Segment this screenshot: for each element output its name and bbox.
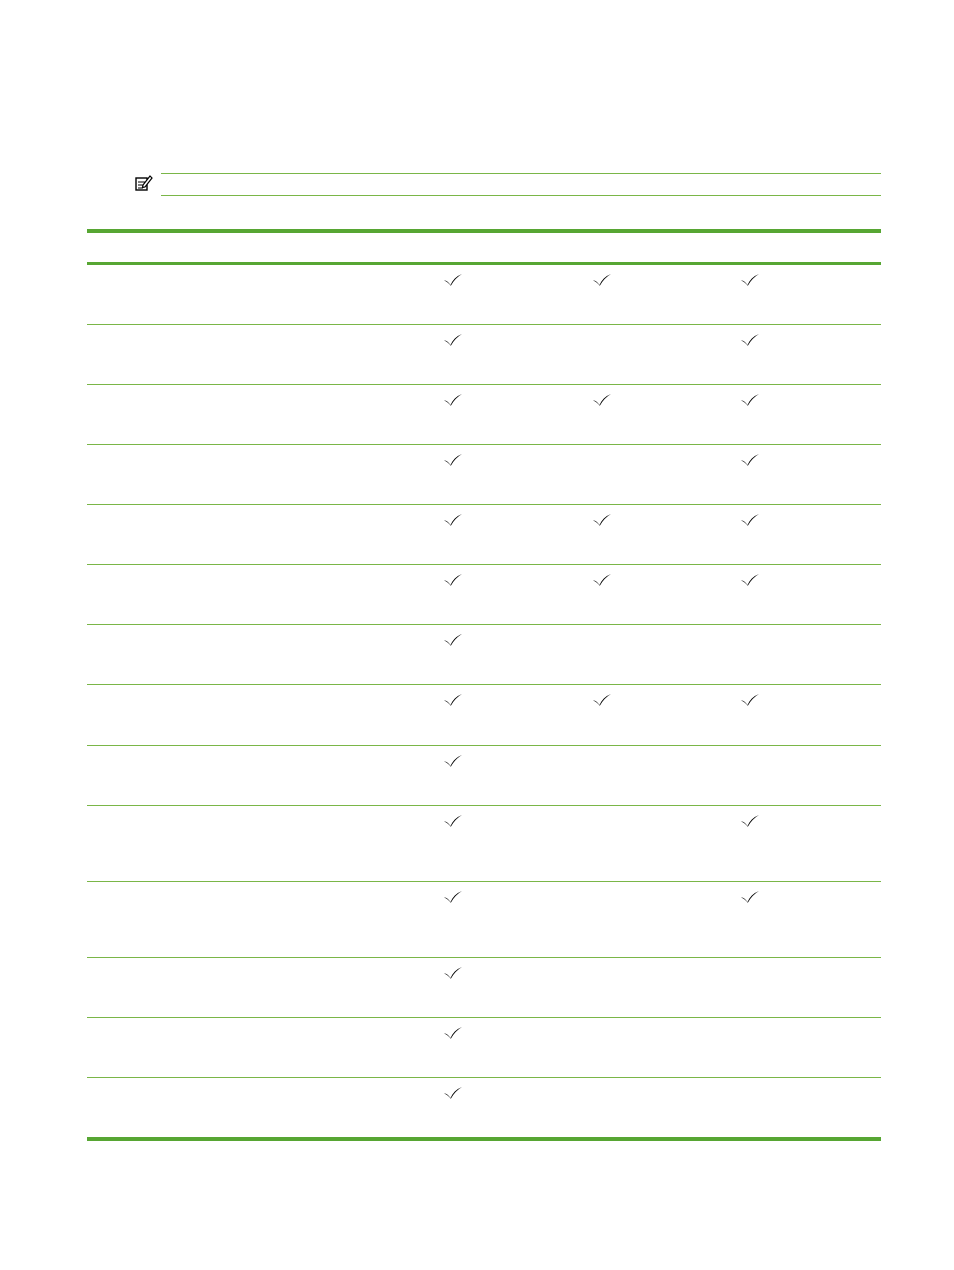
checkmark-icon — [592, 513, 612, 527]
checkmark-icon — [740, 890, 760, 904]
checkmark-icon — [443, 453, 463, 467]
table-row — [87, 265, 881, 325]
table-row — [87, 685, 881, 746]
note-block — [134, 172, 881, 196]
checkmark-icon — [443, 333, 463, 347]
table-bottom-rule — [87, 1137, 881, 1141]
table-row — [87, 882, 881, 958]
checkmark-icon — [443, 513, 463, 527]
checkmark-icon — [443, 1026, 463, 1040]
table-body — [87, 265, 881, 1137]
checkmark-icon — [740, 573, 760, 587]
table-header-row — [87, 233, 881, 262]
checkmark-icon — [443, 754, 463, 768]
checkmark-icon — [443, 393, 463, 407]
table-row — [87, 385, 881, 445]
table-row — [87, 325, 881, 385]
table-row — [87, 1018, 881, 1078]
feature-table — [87, 229, 881, 1141]
checkmark-icon — [740, 273, 760, 287]
checkmark-icon — [592, 573, 612, 587]
table-row — [87, 746, 881, 806]
checkmark-icon — [592, 393, 612, 407]
checkmark-icon — [443, 966, 463, 980]
checkmark-icon — [443, 633, 463, 647]
checkmark-icon — [443, 573, 463, 587]
table-row — [87, 505, 881, 565]
checkmark-icon — [740, 393, 760, 407]
checkmark-icon — [443, 1086, 463, 1100]
checkmark-icon — [592, 693, 612, 707]
checkmark-icon — [443, 693, 463, 707]
table-row — [87, 1078, 881, 1137]
checkmark-icon — [443, 890, 463, 904]
note-top-divider — [161, 173, 881, 174]
checkmark-icon — [740, 513, 760, 527]
note-icon — [134, 174, 154, 192]
checkmark-icon — [740, 453, 760, 467]
table-row — [87, 565, 881, 625]
note-bottom-divider — [161, 195, 881, 196]
table-row — [87, 958, 881, 1018]
table-row — [87, 625, 881, 685]
checkmark-icon — [740, 333, 760, 347]
table-row — [87, 445, 881, 505]
checkmark-icon — [443, 273, 463, 287]
checkmark-icon — [740, 693, 760, 707]
checkmark-icon — [592, 273, 612, 287]
checkmark-icon — [740, 814, 760, 828]
table-row — [87, 806, 881, 882]
checkmark-icon — [443, 814, 463, 828]
